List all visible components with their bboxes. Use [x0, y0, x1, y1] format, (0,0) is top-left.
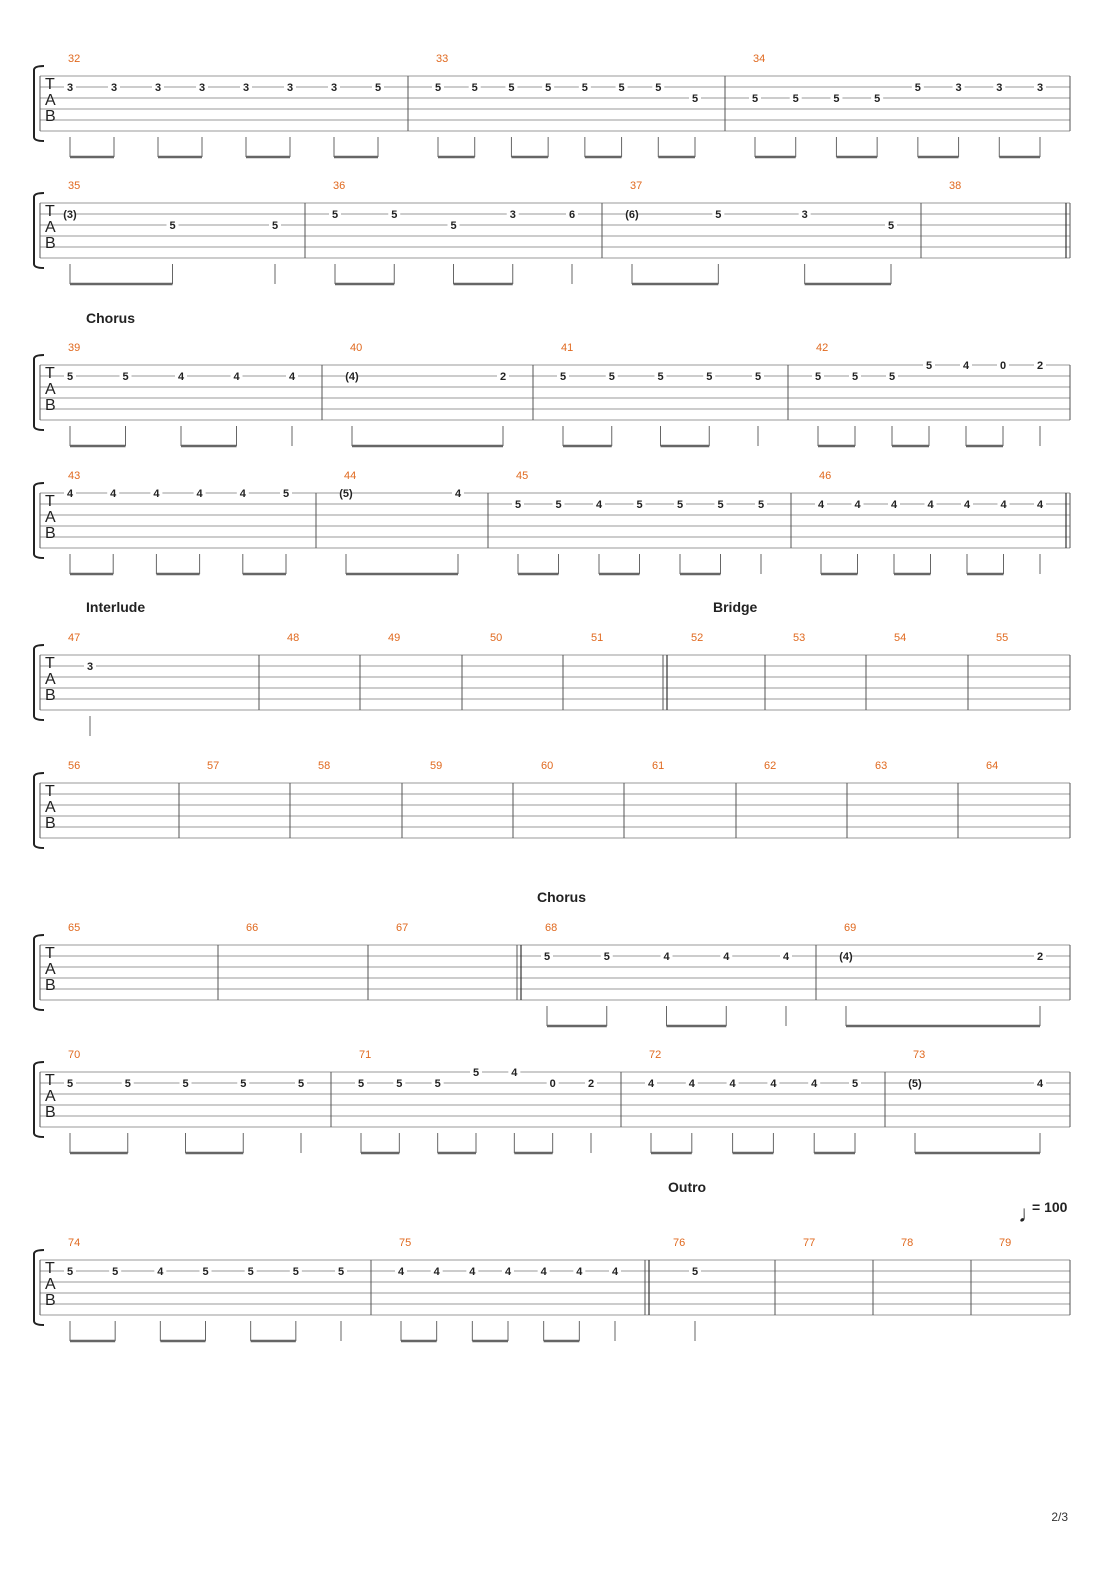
fret-number: 4	[595, 499, 603, 511]
fret-number: 5	[122, 371, 129, 383]
fret-number: 3	[509, 209, 516, 221]
fret-number: 5	[337, 1266, 345, 1278]
measure-number: 43	[68, 470, 81, 482]
measure-number: 64	[986, 760, 999, 772]
fret-number: 5	[240, 1078, 247, 1090]
fret-number: 3	[996, 82, 1003, 94]
tab-clef-letter: A	[45, 219, 56, 236]
fret-number: 5	[124, 1078, 131, 1090]
fret-number: 5	[792, 93, 799, 105]
fret-number: 5	[608, 371, 615, 383]
fret-number: 3	[86, 661, 94, 673]
fret-number: 5	[618, 82, 625, 94]
fret-number: 5	[657, 371, 664, 383]
section-label: Outro	[668, 1179, 707, 1195]
measure-number: 68	[545, 922, 558, 934]
measure-number: 63	[875, 760, 888, 772]
fret-number: 4	[177, 371, 185, 383]
fret-number: 4	[288, 371, 296, 383]
fret-number: 4	[1036, 1078, 1044, 1090]
measure-number: 77	[803, 1237, 816, 1249]
fret-number: 5	[814, 371, 822, 383]
fret-number: 4	[729, 1078, 736, 1090]
measure-number: 73	[913, 1049, 926, 1061]
fret-number: (5)	[339, 488, 353, 500]
fret-number: 3	[154, 82, 162, 94]
fret-number: 5	[691, 93, 699, 105]
fret-number: 5	[851, 371, 859, 383]
fret-number: 5	[874, 93, 881, 105]
fret-number: 4	[1036, 499, 1044, 511]
fret-number: 5	[450, 220, 457, 232]
measure-number: 74	[68, 1237, 81, 1249]
fret-number: 2	[1036, 360, 1044, 372]
fret-number: 5	[292, 1266, 299, 1278]
tab-system	[34, 760, 1070, 848]
fret-number: 0	[999, 360, 1007, 372]
tab-clef-letter: T	[45, 76, 55, 93]
measure-number: 78	[901, 1237, 914, 1249]
fret-number: 5	[391, 209, 398, 221]
tab-clef-letter: A	[45, 1088, 56, 1105]
fret-number: 3	[286, 82, 294, 94]
tab-system	[34, 470, 1070, 574]
fret-number: 3	[330, 82, 338, 94]
fret-number: 4	[927, 499, 934, 511]
section-label: Chorus	[86, 310, 135, 326]
tab-clef-letter: B	[45, 815, 56, 832]
measure-number: 48	[287, 632, 300, 644]
tab-system	[34, 180, 1070, 284]
fret-number: 4	[611, 1266, 619, 1278]
fret-number: 4	[66, 488, 74, 500]
fret-number: 3	[110, 82, 118, 94]
fret-number: 5	[757, 499, 765, 511]
tab-clef-letter: B	[45, 1292, 56, 1309]
fret-number: 4	[469, 1266, 476, 1278]
fret-number: 5	[169, 220, 176, 232]
tab-system	[34, 53, 1070, 157]
fret-number: 4	[540, 1266, 547, 1278]
fret-number: 5	[555, 499, 562, 511]
fret-number: 5	[833, 93, 840, 105]
tab-system	[34, 1049, 1070, 1153]
fret-number: 5	[676, 499, 684, 511]
tab-system	[34, 632, 1070, 736]
fret-number: 4	[647, 1078, 655, 1090]
fret-number: 4	[723, 951, 730, 963]
measure-number: 45	[516, 470, 529, 482]
fret-number: 5	[434, 1078, 441, 1090]
tab-clef-letter: T	[45, 203, 55, 220]
measure-number: 36	[333, 180, 346, 192]
fret-number: 5	[581, 82, 588, 94]
measure-number: 52	[691, 632, 704, 644]
fret-number: 5	[182, 1078, 189, 1090]
measure-number: 62	[764, 760, 777, 772]
system-bracket	[34, 66, 44, 141]
fret-number: 6	[568, 209, 576, 221]
system-bracket	[34, 773, 44, 848]
fret-number: 3	[198, 82, 206, 94]
fret-number: 5	[66, 1266, 74, 1278]
tab-clef-letter: B	[45, 687, 56, 704]
measure-number: 46	[819, 470, 832, 482]
fret-number: (4)	[345, 371, 359, 383]
tab-system	[34, 342, 1070, 446]
measure-number: 59	[430, 760, 443, 772]
fret-number: 5	[66, 1078, 74, 1090]
fret-number: 5	[357, 1078, 365, 1090]
fret-number: 4	[770, 1078, 777, 1090]
fret-number: 4	[454, 488, 462, 500]
tab-clef-letter: T	[45, 493, 55, 510]
tab-clef-letter: B	[45, 397, 56, 414]
fret-number: 5	[751, 93, 759, 105]
system-bracket	[34, 483, 44, 558]
fret-number: 4	[153, 488, 160, 500]
fret-number: 4	[782, 951, 790, 963]
fret-number: 5	[715, 209, 722, 221]
fret-number: 5	[472, 1067, 480, 1079]
fret-number: (5)	[908, 1078, 922, 1090]
measure-number: 53	[793, 632, 806, 644]
fret-number: 5	[914, 82, 921, 94]
fret-number: 4	[663, 951, 670, 963]
fret-number: 5	[925, 360, 933, 372]
measure-number: 57	[207, 760, 220, 772]
fret-number: 3	[955, 82, 962, 94]
measure-number: 71	[359, 1049, 372, 1061]
measure-number: 70	[68, 1049, 81, 1061]
fret-number: 5	[434, 82, 442, 94]
fret-number: 5	[717, 499, 724, 511]
tab-clef-letter: B	[45, 108, 56, 125]
fret-number: 5	[282, 488, 290, 500]
tab-clef-letter: T	[45, 655, 55, 672]
measure-number: 55	[996, 632, 1009, 644]
fret-number: 5	[691, 1266, 699, 1278]
system-bracket	[34, 1250, 44, 1325]
measure-number: 65	[68, 922, 81, 934]
tab-clef-letter: A	[45, 799, 56, 816]
fret-number: 2	[499, 371, 507, 383]
tab-system	[34, 922, 1070, 1026]
fret-number: 5	[887, 220, 895, 232]
measure-number: 51	[591, 632, 604, 644]
measure-number: 41	[561, 342, 574, 354]
measure-number: 42	[816, 342, 829, 354]
measure-number: 58	[318, 760, 331, 772]
fret-number: 4	[397, 1266, 405, 1278]
measure-number: 47	[68, 632, 81, 644]
measure-number: 56	[68, 760, 81, 772]
tempo-marking: = 100	[1032, 1199, 1068, 1215]
fret-number: 5	[514, 499, 522, 511]
fret-number: (4)	[839, 951, 853, 963]
fret-number: 3	[66, 82, 74, 94]
fret-number: 3	[1036, 82, 1044, 94]
tab-clef-letter: T	[45, 945, 55, 962]
fret-number: 5	[66, 371, 74, 383]
fret-number: 4	[110, 488, 117, 500]
measure-number: 72	[649, 1049, 662, 1061]
fret-number: 5	[559, 371, 567, 383]
measure-number: 79	[999, 1237, 1012, 1249]
measure-number: 38	[949, 180, 962, 192]
fret-number: 4	[890, 499, 898, 511]
fret-number: 4	[233, 371, 240, 383]
tab-clef-letter: T	[45, 783, 55, 800]
fret-number: 5	[543, 951, 551, 963]
measure-number: 67	[396, 922, 409, 934]
measure-number: 40	[350, 342, 363, 354]
tab-clef-letter: T	[45, 1260, 55, 1277]
fret-number: 5	[112, 1266, 119, 1278]
system-bracket	[34, 935, 44, 1010]
measure-number: 33	[436, 53, 449, 65]
fret-number: 4	[196, 488, 203, 500]
fret-number: 5	[545, 82, 552, 94]
system-bracket	[34, 645, 44, 720]
fret-number: 4	[963, 499, 971, 511]
measure-number: 69	[844, 922, 857, 934]
fret-number: 5	[202, 1266, 209, 1278]
section-label: Chorus	[537, 889, 586, 905]
fret-number: 5	[247, 1266, 254, 1278]
fret-number: 5	[706, 371, 713, 383]
fret-number: 5	[508, 82, 515, 94]
fret-number: 5	[297, 1078, 305, 1090]
fret-number: (3)	[63, 209, 77, 221]
fret-number: 5	[396, 1078, 403, 1090]
quarter-note-icon: ♩	[1018, 1201, 1042, 1228]
fret-number: 5	[331, 209, 339, 221]
tab-clef-letter: B	[45, 1104, 56, 1121]
system-bracket	[34, 355, 44, 430]
fret-number: 5	[271, 220, 279, 232]
tab-clef-letter: A	[45, 509, 56, 526]
fret-number: 2	[1036, 951, 1044, 963]
measure-number: 37	[630, 180, 643, 192]
tab-system	[34, 1237, 1070, 1341]
section-label: Interlude	[86, 599, 146, 615]
tab-clef-letter: A	[45, 1276, 56, 1293]
fret-number: 4	[811, 1078, 818, 1090]
fret-number: 4	[239, 488, 246, 500]
fret-number: 3	[242, 82, 250, 94]
fret-number: 5	[888, 371, 896, 383]
fret-number: 5	[374, 82, 382, 94]
page-number: 2/3	[1051, 1510, 1068, 1524]
fret-number: 3	[801, 209, 808, 221]
fret-number: 5	[754, 371, 762, 383]
measure-number: 35	[68, 180, 81, 192]
section-label: Bridge	[713, 599, 758, 615]
measure-number: 39	[68, 342, 81, 354]
tab-clef-letter: B	[45, 525, 56, 542]
measure-number: 44	[344, 470, 357, 482]
measure-number: 32	[68, 53, 81, 65]
fret-number: 4	[433, 1266, 440, 1278]
measure-number: 54	[894, 632, 907, 644]
fret-number: 4	[854, 499, 861, 511]
measure-number: 34	[753, 53, 766, 65]
fret-number: 4	[688, 1078, 695, 1090]
tab-clef-letter: A	[45, 961, 56, 978]
tab-clef-letter: B	[45, 977, 56, 994]
fret-number: 4	[511, 1067, 518, 1079]
measure-number: 60	[541, 760, 554, 772]
measure-number: 66	[246, 922, 259, 934]
tab-clef-letter: B	[45, 235, 56, 252]
fret-number: 4	[157, 1266, 164, 1278]
fret-number: 5	[603, 951, 610, 963]
fret-number: 4	[817, 499, 825, 511]
fret-number: 4	[504, 1266, 512, 1278]
fret-number: 4	[962, 360, 970, 372]
fret-number: 5	[655, 82, 662, 94]
measure-number: 61	[652, 760, 665, 772]
fret-number: 5	[851, 1078, 859, 1090]
measure-number: 50	[490, 632, 503, 644]
system-bracket	[34, 193, 44, 268]
fret-number: (6)	[625, 209, 639, 221]
fret-number: 5	[471, 82, 478, 94]
fret-number: 4	[1000, 499, 1007, 511]
tab-clef-letter: A	[45, 671, 56, 688]
fret-number: 0	[549, 1078, 556, 1090]
fret-number: 4	[576, 1266, 583, 1278]
tab-clef-letter: A	[45, 381, 56, 398]
tab-clef-letter: T	[45, 1072, 55, 1089]
tab-clef-letter: A	[45, 92, 56, 109]
measure-number: 76	[673, 1237, 686, 1249]
fret-number: 5	[636, 499, 643, 511]
measure-number: 75	[399, 1237, 412, 1249]
fret-number: 2	[587, 1078, 595, 1090]
tab-clef-letter: T	[45, 365, 55, 382]
measure-number: 49	[388, 632, 401, 644]
system-bracket	[34, 1062, 44, 1137]
